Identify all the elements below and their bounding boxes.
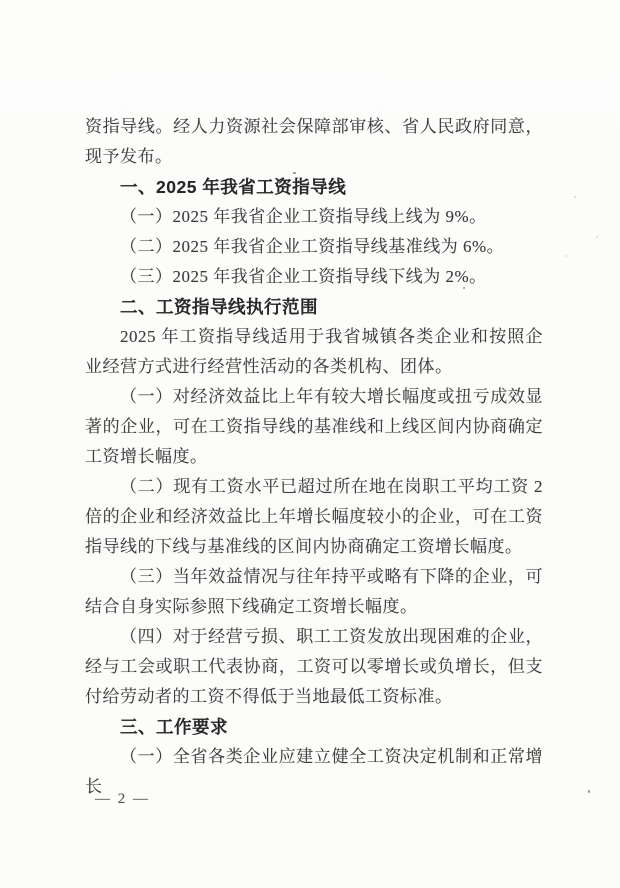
paragraph-scope: 2025 年工资指导线适用于我省城镇各类企业和按照企业经营方式进行经营性活动的各类机构、团体。	[85, 327, 543, 376]
scan-speck	[574, 196, 576, 198]
scan-speck	[293, 172, 296, 174]
paragraph-continuation: 资指导线。经人力资源社会保障部审核、省人民政府同意，现予发布。	[85, 117, 543, 166]
section-heading-1: 一、2025 年我省工资指导线	[120, 177, 347, 197]
paragraph-item-2-1: （一）对经济效益比上年有较大增长幅度或扭亏成效显著的企业，可在工资指导线的基准线和上线区间内协商确定工资增长幅度。	[85, 387, 543, 466]
section-heading-3: 三、工作要求	[120, 717, 228, 737]
scan-speck	[596, 236, 598, 238]
paragraph-item-2-4: （四）对于经营亏损、职工工资发放出现困难的企业，经与工会或职工代表协商，工资可以零增长或负增长，但支付给劳动者的工资不得低于当地最低工资标准。	[85, 627, 543, 706]
scan-speck	[565, 255, 567, 257]
scan-speck	[463, 287, 465, 289]
scan-speck	[588, 790, 590, 793]
paragraph-item-2-2: （二）现有工资水平已超过所在地在岗职工平均工资 2 倍的企业和经济效益比上年增长幅度较小的企业，可在工资指导线的下线与基准线的区间内协商确定工资增长幅度。	[85, 477, 543, 556]
paragraph-item-2-3: （三）当年效益情况与往年持平或略有下降的企业，可结合自身实际参照下线确定工资增长幅度。	[85, 567, 543, 616]
paragraph-item-1-3: （三）2025 年我省企业工资指导线下线为 2%。	[120, 267, 487, 286]
paragraph-item-3-1: （一）全省各类企业应建立健全工资决定机制和正常增长	[85, 747, 543, 796]
section-heading-2: 二、工资指导线执行范围	[120, 297, 318, 317]
document-body	[85, 112, 543, 802]
paragraph-item-1-2: （二）2025 年我省企业工资指导线基准线为 6%。	[120, 237, 505, 256]
page-number: — 2 —	[95, 791, 150, 807]
paragraph-item-1-1: （一）2025 年我省企业工资指导线上线为 9%。	[120, 207, 487, 226]
